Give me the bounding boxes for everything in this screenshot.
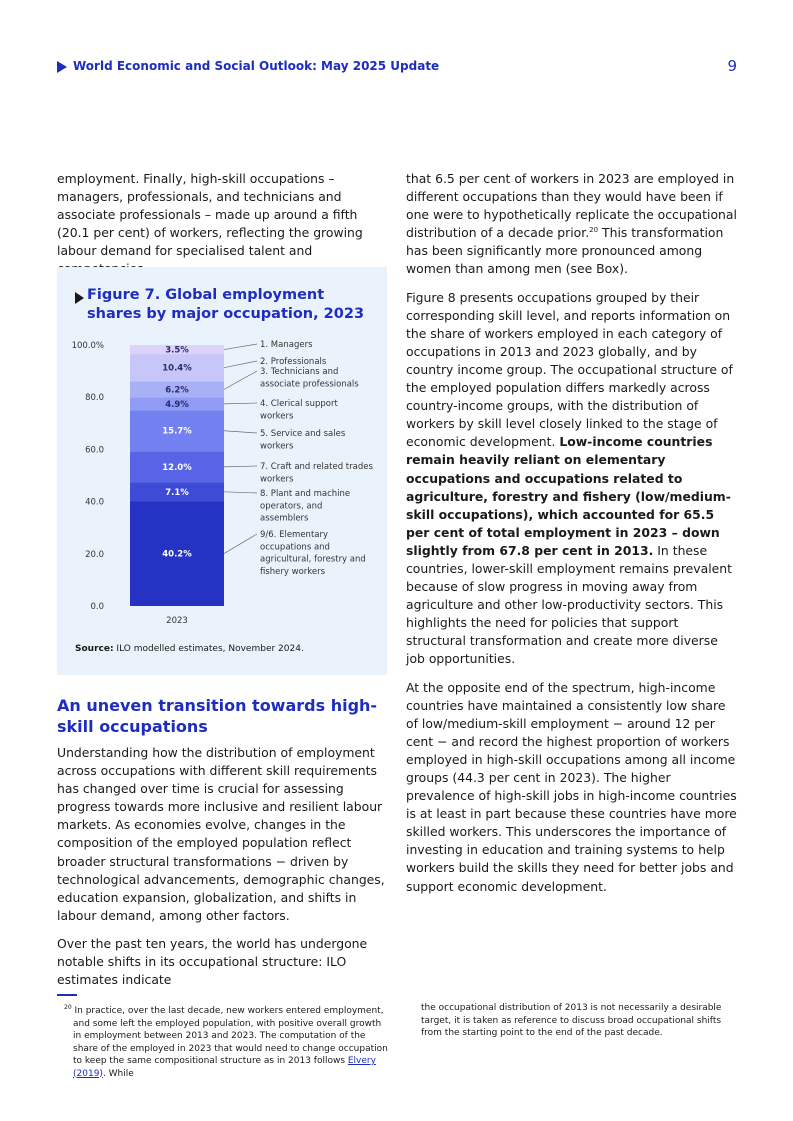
leader-line: [224, 361, 257, 368]
footnote-text: In practice, over the last decade, new workers entered employment, and some left the employed population, with positive overall growth in employment between 2013 and 2023. The computation of the share of the employed in 2023 that would need to change occupation to keep the same compositional structure as in 2013 follows: [71, 1006, 388, 1066]
legend-label-line: workers: [260, 474, 294, 485]
legend-label: [260, 489, 350, 524]
footnote-divider: [57, 994, 77, 996]
data-label: 7.1%: [165, 487, 189, 498]
paragraph-text: This transformation has been significantly more pronounced among women than among men (see Box).: [406, 225, 724, 277]
data-label: 4.9%: [165, 399, 189, 410]
paragraph: Understanding how the distribution of employment across occupations with different skill requirements has changed over time is crucial for assessing progress towards more inclusive and resilient labour markets. As economies evolve, changes in the composition of the employed population reflect broader structural transformations − driven by technological advancements, demographic changes, education expansion, globalization, and shifts in labour demand, among other factors.: [57, 745, 385, 923]
paragraph-bold-text: Low-income countries remain heavily reliant on elementary occupations and occupations related to agriculture, forestry and fishery (low/medium-skill occupations), which accounted for 65.5 per cent of total employment in 2023 – down slightly from 67.8 per cent in 2013.: [406, 434, 731, 558]
right-column: [406, 170, 739, 906]
legend-label: [260, 340, 313, 350]
data-label: 6.2%: [165, 385, 189, 396]
source-text: ILO modelled estimates, November 2024.: [113, 644, 304, 654]
data-label: 3.5%: [165, 345, 189, 356]
legend-label: [260, 357, 327, 367]
data-label: 15.7%: [162, 426, 192, 437]
footnote-link[interactable]: Elvery (2019): [73, 1056, 376, 1079]
footnote-continued: the occupational distribution of 2013 is not necessarily a desirable target, it is taken as reference to discuss broad occupational shifts from the starting point to the end of the past decade.: [421, 1003, 722, 1038]
play-arrow-icon: [57, 61, 67, 73]
y-tick-label: 100.0%: [71, 341, 104, 351]
y-tick-label: 40.0: [85, 497, 104, 508]
legend-label-line: workers: [260, 441, 294, 452]
legend-label-line: 8. Plant and machine: [260, 489, 351, 499]
data-label: 40.2%: [162, 549, 192, 560]
play-arrow-icon: [75, 292, 84, 304]
legend-label-line: 7. Craft and related trades: [260, 462, 373, 472]
section-heading: An uneven transition towards high-skill occupations: [57, 696, 378, 736]
legend-label-line: 3. Technicians and: [260, 367, 339, 377]
legend-label-line: 1. Managers: [260, 340, 313, 350]
footnote-ref[interactable]: 20: [589, 226, 599, 235]
leader-line: [224, 492, 257, 493]
paragraph: employment. Finally, high-skill occupations – managers, professionals, and technicians and associate professionals – made up around a fifth (20.1 per cent) of workers, reflecting the growing labour demand for specialised talent and: [57, 171, 363, 259]
legend-label: [260, 462, 373, 484]
y-tick-label: 0.0: [90, 602, 104, 612]
paragraph-text: Figure 8 presents occupations grouped by their corresponding skill level, and reports information on the share of workers employed in each category of occupations in 2013 and 2023 globally, and by country income group. The occupational structure of the employed population differs markedly across country-income groups, with the distribution of workers by skill level closely linked to the stage of economic development.: [406, 289, 733, 450]
running-header: [57, 58, 737, 78]
paragraph: [406, 289, 739, 669]
legend-label-line: agricultural, forestry and: [260, 554, 366, 565]
y-tick-label: 80.0: [85, 393, 104, 404]
figure-7: [57, 267, 387, 675]
figure-title: Figure 7. Global employment shares by major occupation, 2023: [87, 287, 365, 322]
legend-label: [260, 530, 366, 577]
legend-label-line: fishery workers: [260, 566, 326, 577]
footnote-number: 20: [64, 1004, 72, 1011]
paragraph-text: In these countries, lower-skill employment remains prevalent because of slow progress in moving away from agriculture and other low-productivity sectors. This highlights the need for policies that support structural transformation and create more diverse job opportunities.: [406, 542, 732, 667]
footnote-text: . While: [102, 1068, 134, 1079]
paragraph: [406, 170, 739, 279]
leader-line: [224, 431, 257, 433]
source-label: Source:: [75, 644, 114, 654]
data-label: 12.0%: [162, 462, 192, 473]
leader-line: [224, 534, 257, 554]
legend-label: [260, 429, 346, 451]
figure-source: [75, 644, 304, 654]
y-tick-label: 20.0: [85, 549, 104, 560]
leader-line: [224, 403, 257, 404]
paragraph-text: that 6.5 per cent of workers in 2023 are employed in different occupations than they would have been if one were to hypothetically replicate the occupational distribution of a decade prior.: [406, 171, 737, 241]
legend-label-line: 4. Clerical support: [260, 399, 338, 409]
leader-line: [224, 371, 257, 389]
legend-label-line: 9/6. Elementary: [260, 530, 329, 540]
x-tick-label: 2023: [166, 616, 188, 626]
legend-label-line: workers: [260, 411, 294, 422]
legend-label-line: 5. Service and sales: [260, 429, 346, 439]
data-label: 10.4%: [162, 363, 192, 374]
leader-line: [224, 344, 257, 350]
paragraph: Over the past ten years, the world has undergone notable shifts in its occupational structure: ILO estimates indicate: [57, 935, 368, 988]
header-title: World Economic and Social Outlook: May 2025 Update: [73, 59, 440, 73]
legend-label: [260, 367, 359, 389]
legend-label-line: occupations and: [260, 542, 330, 553]
legend-label-line: operators, and: [260, 501, 323, 512]
legend-label-line: 2. Professionals: [260, 357, 327, 367]
left-column-lower: [57, 744, 387, 999]
footnote: [57, 1002, 390, 1080]
page-number: 9: [727, 57, 737, 75]
legend-label-line: associate professionals: [260, 379, 359, 390]
leader-line: [224, 466, 257, 467]
stacked-bar-chart: [57, 327, 387, 637]
paragraph: At the opposite end of the spectrum, high-income countries have maintained a consistently low share of low/medium-skill employment − around 12 per cent − and record the highest proportion of workers employed in high-skill occupations among all income groups (44.3 per cent in 2023). The higher prevalence of high-skill jobs in high-income countries is at least in part because these countries have more skilled workers. This underscores the importance of investing in education and training systems to help workers build the skills they need for better jobs and support economic development.: [406, 679, 737, 894]
y-tick-label: 60.0: [85, 445, 104, 456]
legend-label-line: assemblers: [260, 513, 309, 524]
legend-label: [260, 399, 338, 421]
